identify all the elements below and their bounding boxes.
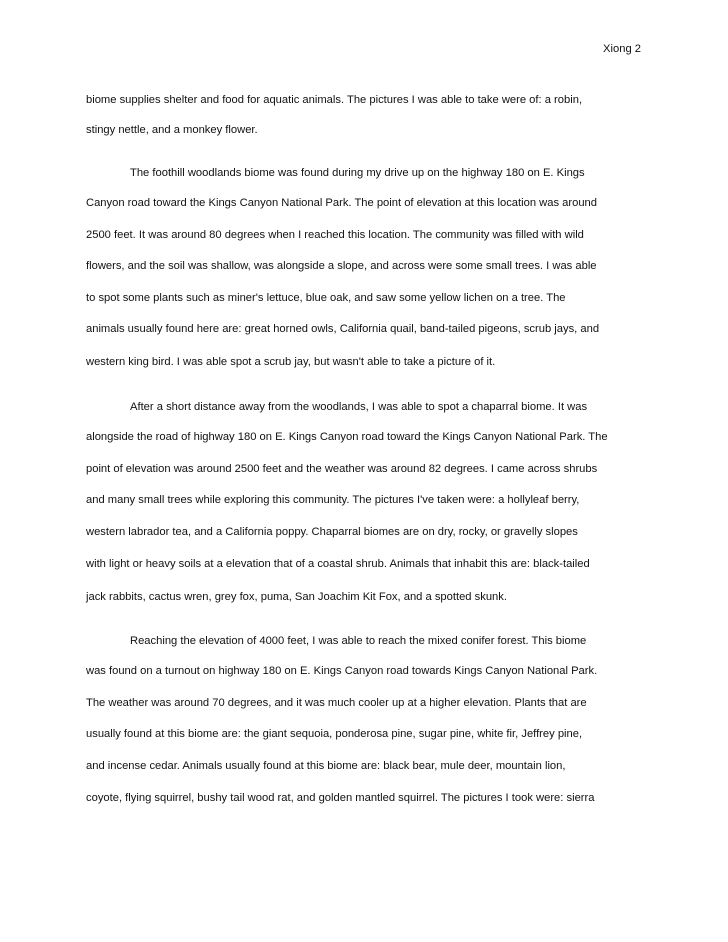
- text-line: with light or heavy soils at a elevation that of a coastal shrub. Animals that inhabit this are: black-tailed: [86, 558, 590, 570]
- text-line: animals usually found here are: great horned owls, California quail, band-tailed pigeons, scrub jays, and: [86, 323, 600, 335]
- text-line: flowers, and the soil was shallow, was alongside a slope, and across were some small trees. I was able: [86, 260, 597, 272]
- text-line: Canyon road toward the Kings Canyon National Park. The point of elevation at this location was around: [86, 197, 597, 209]
- text-line: coyote, flying squirrel, bushy tail wood rat, and golden mantled squirrel. The pictures I took were: sierra: [86, 792, 595, 804]
- paragraph-first-line: Reaching the elevation of 4000 feet, I was able to reach the mixed conifer forest. This biome: [130, 635, 587, 647]
- paragraph-first-line: After a short distance away from the woodlands, I was able to spot a chaparral biome. It was: [130, 401, 588, 413]
- text-line: biome supplies shelter and food for aquatic animals. The pictures I was able to take were of: a robin,: [86, 94, 583, 106]
- text-line: jack rabbits, cactus wren, grey fox, puma, San Joachim Kit Fox, and a spotted skunk.: [86, 591, 507, 603]
- text-line: was found on a turnout on highway 180 on E. Kings Canyon road towards Kings Canyon National Park.: [86, 665, 598, 677]
- text-line: and incense cedar. Animals usually found at this biome are: black bear, mule deer, mountain lion,: [86, 760, 566, 772]
- text-line: to spot some plants such as miner's lettuce, blue oak, and saw some yellow lichen on a tree. The: [86, 292, 566, 304]
- text-line: 2500 feet. It was around 80 degrees when I reached this location. The community was filled with wild: [86, 229, 584, 241]
- text-line: alongside the road of highway 180 on E. Kings Canyon road toward the Kings Canyon National Park. The: [86, 431, 608, 443]
- text-line: and many small trees while exploring this community. The pictures I've taken were: a hollyleaf berry,: [86, 494, 580, 506]
- paragraph-first-line: The foothill woodlands biome was found during my drive up on the highway 180 on E. Kings: [130, 167, 585, 179]
- text-line: usually found at this biome are: the giant sequoia, ponderosa pine, sugar pine, white fir, Jeffrey pine,: [86, 728, 583, 740]
- running-head: Xiong 2: [603, 43, 641, 55]
- text-line: The weather was around 70 degrees, and it was much cooler up at a higher elevation. Plants that are: [86, 697, 587, 709]
- text-line: western king bird. I was able spot a scrub jay, but wasn't able to take a picture of it.: [86, 356, 496, 368]
- text-line: point of elevation was around 2500 feet and the weather was around 82 degrees. I came across shrubs: [86, 463, 598, 475]
- text-line: western labrador tea, and a California poppy. Chaparral biomes are on dry, rocky, or gravelly slopes: [86, 526, 578, 538]
- text-line: stingy nettle, and a monkey flower.: [86, 124, 258, 136]
